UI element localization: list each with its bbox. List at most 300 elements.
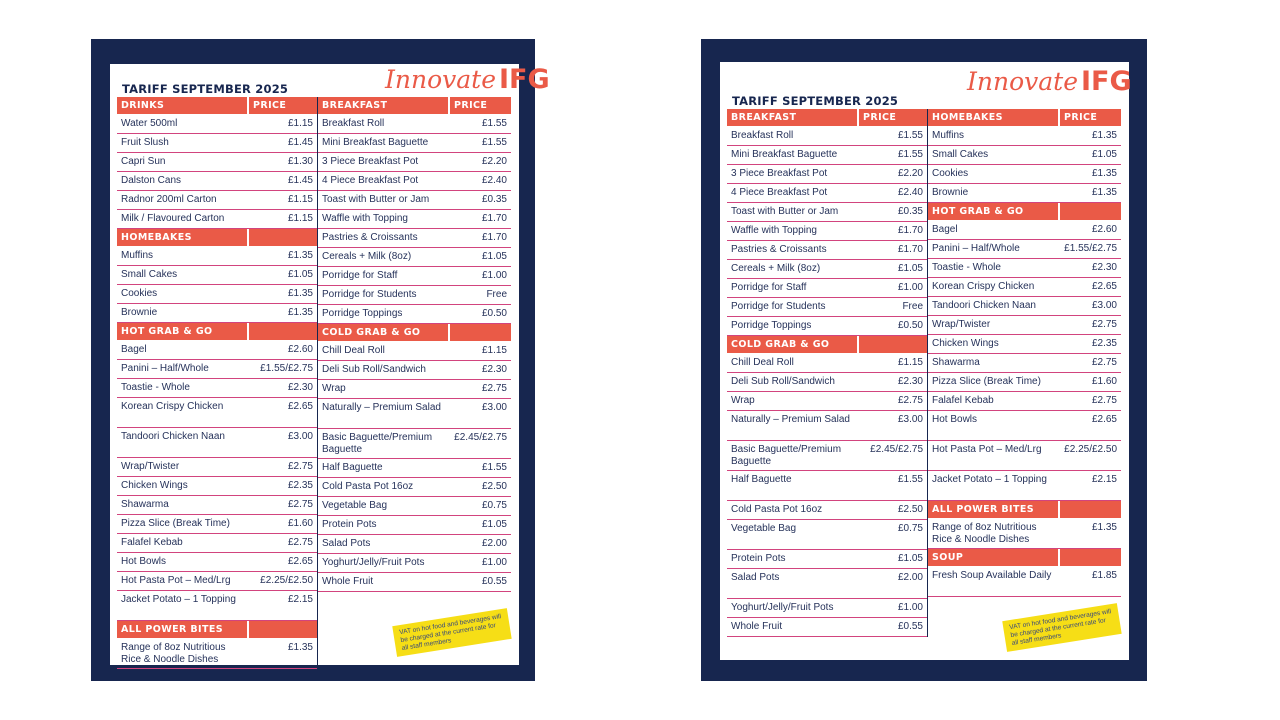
menu-item-row [727,298,927,317]
menu-item-row [117,266,317,285]
menu-item-row [928,127,1121,146]
menu-item-row [117,191,317,210]
menu-item-row [318,172,511,191]
menu-item-row [727,618,927,637]
price-column-label: PRICE [253,100,287,111]
menu-item-name: Breakfast Roll [731,130,794,141]
menu-item-row [727,203,927,222]
menu-item-row [117,341,317,360]
menu-item-name: Salad Pots [731,572,780,583]
menu-item-price: £1.55 [897,149,923,160]
menu-item-row [727,520,927,550]
menu-item-price: £2.30 [897,376,923,387]
menu-item-name: Cookies [932,168,969,179]
menu-item-price: £1.35 [287,307,313,318]
menu-item-row [117,304,317,323]
menu-item-price: £1.70 [481,213,507,224]
sheet-1-logo-script: Innovate [385,65,496,94]
menu-item-price: £1.15 [287,213,313,224]
menu-item-name: Protein Pots [322,519,377,530]
menu-item-row [727,127,927,146]
menu-item-name: Half Baguette [322,462,383,473]
header-divider [247,323,249,340]
menu-item-row [117,360,317,379]
section-header-all-power-bites [928,501,1121,518]
menu-item-row [727,501,927,520]
sheet-2-logo [967,68,1132,95]
menu-item-price: £3.00 [897,414,923,425]
menu-item-name: Pastries & Croissants [731,244,827,255]
menu-item-name: Porridge Toppings [731,320,812,331]
section-header-soup [928,549,1121,566]
menu-item-row [928,373,1121,392]
menu-item-price: £2.25/£2.50 [1064,444,1117,455]
menu-item-price: £1.35 [287,250,313,261]
menu-item-name: Porridge Toppings [322,308,403,319]
menu-item-price: £2.35 [287,480,313,491]
menu-item-name: Yoghurt/Jelly/Fruit Pots [322,557,425,568]
menu-item-row [928,441,1121,471]
section-header-homebakes [117,229,317,246]
menu-item-price: £2.75 [287,499,313,510]
menu-item-price: £0.75 [481,500,507,511]
menu-item-price: £2.65 [287,401,313,412]
menu-item-name: Korean Crispy Chicken [121,401,224,412]
menu-item-name: Water 500ml [121,118,178,129]
menu-item-row [318,191,511,210]
menu-item-name: Milk / Flavoured Carton [121,213,225,224]
menu-item-price: £2.30 [287,382,313,393]
menu-item-price: £1.15 [287,118,313,129]
sheet-2-logo-brand: IFG [1081,66,1132,97]
menu-item-name: Tandoori Chicken Naan [932,300,1036,311]
menu-item-name: Wrap [731,395,755,406]
menu-item-price: £2.75 [287,537,313,548]
menu-item-name: Shawarma [932,357,980,368]
menu-item-name: Fresh Soup Available Daily [932,570,1052,581]
menu-item-price: £1.05 [481,519,507,530]
section-title: ALL POWER BITES [932,504,1034,515]
menu-item-price: £1.05 [1091,149,1117,160]
menu-item-row [727,599,927,618]
section-title: HOMEBAKES [932,112,1003,123]
menu-item-price: £2.15 [287,594,313,605]
section-title: HOMEBAKES [121,232,192,243]
menu-item-name: Chill Deal Roll [731,357,794,368]
menu-item-price: £2.60 [287,344,313,355]
menu-item-row [928,471,1121,501]
menu-item-price: £1.35 [287,288,313,299]
menu-item-price: £2.20 [897,168,923,179]
sheet-1-vat-note: VAT on hot food and beverages will be charged at the current rate for all staff members [392,608,511,657]
menu-item-price: £1.55 [897,474,923,485]
header-divider [1058,549,1060,566]
menu-item-name: Half Baguette [731,474,792,485]
menu-item-row [117,534,317,553]
section-header-breakfast [318,97,511,114]
menu-item-row [727,184,927,203]
section-title: COLD GRAB & GO [731,339,830,350]
menu-item-name: Panini – Half/Whole [121,363,209,374]
section-header-all-power-bites [117,621,317,638]
menu-item-price: £2.65 [287,556,313,567]
menu-item-row [117,515,317,534]
menu-item-price: £1.60 [1091,376,1117,387]
menu-item-price: £2.65 [1091,414,1117,425]
menu-item-row [318,380,511,399]
menu-item-price: £1.70 [481,232,507,243]
menu-item-name: Hot Pasta Pot – Med/Lrg [121,575,231,586]
menu-item-price: £1.00 [897,282,923,293]
menu-item-price: £2.25/£2.50 [260,575,313,586]
menu-item-price: £0.35 [481,194,507,205]
menu-item-row [318,134,511,153]
menu-item-name: Wrap [322,383,346,394]
menu-item-row [318,248,511,267]
menu-item-price: £1.45 [287,137,313,148]
menu-item-price: £1.15 [287,194,313,205]
menu-item-row [727,165,927,184]
menu-item-price: £2.30 [1091,262,1117,273]
menu-item-row [318,342,511,361]
menu-item-name: 3 Piece Breakfast Pot [322,156,419,167]
menu-item-price: £2.75 [1091,395,1117,406]
menu-item-price: £1.85 [1091,570,1117,581]
menu-item-row [117,398,317,428]
sheet-1-logo-brand: IFG [499,64,550,95]
menu-item-name: Hot Bowls [932,414,978,425]
menu-item-price: £1.05 [897,553,923,564]
menu-item-name: 4 Piece Breakfast Pot [731,187,828,198]
menu-item-price: £2.30 [481,364,507,375]
menu-item-name: Bagel [932,224,958,235]
menu-item-row [727,373,927,392]
sheet-2-logo-script: Innovate [967,67,1078,96]
menu-item-row [318,573,511,592]
menu-item-name: Mini Breakfast Baguette [731,149,838,160]
menu-item-name: Panini – Half/Whole [932,243,1020,254]
price-column-label: PRICE [454,100,488,111]
menu-item-row [928,316,1121,335]
menu-item-price: £1.60 [287,518,313,529]
header-divider [1058,109,1060,126]
menu-item-price: £0.75 [897,523,923,534]
header-divider [1058,203,1060,220]
menu-item-row [318,229,511,248]
header-divider [247,229,249,246]
menu-item-price: £2.40 [481,175,507,186]
menu-item-name: Fruit Slush [121,137,169,148]
menu-item-name: Jacket Potato – 1 Topping [932,474,1047,485]
menu-item-row [928,259,1121,278]
menu-item-row [928,519,1121,549]
menu-item-name: Small Cakes [932,149,989,160]
menu-item-name: Radnor 200ml Carton [121,194,217,205]
menu-item-row [727,550,927,569]
menu-item-price: £2.65 [1091,281,1117,292]
menu-item-name: Cookies [121,288,158,299]
header-divider [857,109,859,126]
menu-item-price: £1.30 [287,156,313,167]
section-title: BREAKFAST [322,100,388,111]
menu-item-name: Pizza Slice (Break Time) [121,518,230,529]
header-divider [247,97,249,114]
menu-item-name: Bagel [121,344,147,355]
menu-item-name: Wrap/Twister [121,461,180,472]
menu-item-row [318,361,511,380]
menu-item-price: £0.50 [897,320,923,331]
menu-item-row [318,115,511,134]
section-title: ALL POWER BITES [121,624,223,635]
menu-item-name: 4 Piece Breakfast Pot [322,175,419,186]
menu-item-price: £1.35 [287,642,313,653]
menu-item-name: Deli Sub Roll/Sandwich [731,376,835,387]
menu-item-row [117,247,317,266]
menu-item-row [318,497,511,516]
menu-item-row [117,115,317,134]
menu-item-price: £2.75 [481,383,507,394]
menu-item-price: £1.15 [897,357,923,368]
menu-item-row [117,496,317,515]
menu-item-row [318,478,511,497]
menu-item-name: Pizza Slice (Break Time) [932,376,1041,387]
menu-item-price: £1.05 [897,263,923,274]
menu-item-name: Yoghurt/Jelly/Fruit Pots [731,602,834,613]
menu-item-name: Shawarma [121,499,169,510]
menu-item-name: Pastries & Croissants [322,232,418,243]
menu-item-row [117,285,317,304]
section-title: HOT GRAB & GO [932,206,1024,217]
section-header-homebakes [928,109,1121,126]
menu-item-price: £1.55 [481,137,507,148]
sheet-1-logo [385,66,550,93]
menu-item-price: £0.35 [897,206,923,217]
menu-item-row [727,441,927,471]
section-header-hot-grab-go [117,323,317,340]
menu-item-name: 3 Piece Breakfast Pot [731,168,828,179]
menu-item-name: Small Cakes [121,269,178,280]
menu-item-price: £1.35 [1091,187,1117,198]
menu-item-price: £1.00 [481,270,507,281]
menu-item-row [727,260,927,279]
menu-item-name: Porridge for Staff [322,270,398,281]
menu-item-row [318,399,511,429]
header-divider [448,97,450,114]
menu-item-price: £1.55 [481,118,507,129]
menu-item-price: £2.40 [897,187,923,198]
section-header-breakfast [727,109,927,126]
menu-item-price: £1.55/£2.75 [1064,243,1117,254]
menu-item-price: £2.50 [481,481,507,492]
menu-item-row [117,553,317,572]
menu-item-row [318,554,511,573]
menu-item-name: Wrap/Twister [932,319,991,330]
price-column-label: PRICE [863,112,897,123]
menu-item-row [727,317,927,336]
menu-item-name: Chicken Wings [121,480,188,491]
menu-item-name: Naturally – Premium Salad [731,414,850,425]
menu-item-row [318,210,511,229]
menu-item-name: Tandoori Chicken Naan [121,431,225,442]
menu-item-price: £1.45 [287,175,313,186]
section-title: DRINKS [121,100,165,111]
menu-item-row [928,567,1121,597]
menu-item-name: Naturally – Premium Salad [322,402,441,413]
menu-item-price: £2.50 [897,504,923,515]
menu-item-price: £2.15 [1091,474,1117,485]
menu-item-row [727,279,927,298]
menu-item-name: Range of 8oz Nutritious Rice & Noodle Dishes [932,522,1037,545]
menu-item-row [928,278,1121,297]
header-divider [448,324,450,341]
menu-item-row [928,354,1121,373]
section-header-drinks [117,97,317,114]
menu-item-name: Toast with Butter or Jam [731,206,839,217]
menu-item-row [928,240,1121,259]
menu-item-name: Brownie [121,307,158,318]
menu-item-price: Free [902,301,923,312]
menu-item-name: Toastie - Whole [121,382,190,393]
menu-item-row [117,153,317,172]
menu-item-name: Dalston Cans [121,175,182,186]
menu-item-row [318,429,511,459]
menu-item-row [727,222,927,241]
menu-item-name: Waffle with Topping [322,213,408,224]
menu-item-row [117,210,317,229]
menu-item-name: Whole Fruit [322,576,374,587]
menu-item-name: Cereals + Milk (8oz) [731,263,821,274]
menu-item-row [117,172,317,191]
section-title: COLD GRAB & GO [322,327,421,338]
menu-item-name: Basic Baguette/Premium Baguette [322,432,433,455]
menu-item-row [928,165,1121,184]
menu-item-price: £1.55 [481,462,507,473]
menu-item-row [117,591,317,621]
price-column-label: PRICE [1064,112,1098,123]
header-divider [857,336,859,353]
menu-item-price: £1.15 [481,345,507,356]
menu-item-row [117,458,317,477]
sheet-2-title: TARIFF SEPTEMBER 2025 [732,94,899,108]
menu-item-price: £1.35 [1091,522,1117,533]
menu-item-price: £2.75 [287,461,313,472]
menu-item-name: Porridge for Staff [731,282,807,293]
menu-item-name: Whole Fruit [731,621,783,632]
menu-item-row [117,134,317,153]
menu-item-row [318,516,511,535]
menu-item-row [727,354,927,373]
sheet-1-column-right [318,97,511,592]
menu-item-name: Breakfast Roll [322,118,385,129]
menu-item-price: £1.05 [287,269,313,280]
menu-item-name: Muffins [121,250,154,261]
menu-item-name: Mini Breakfast Baguette [322,137,429,148]
menu-item-name: Cold Pasta Pot 16oz [322,481,414,492]
menu-item-row [727,471,927,501]
section-title: BREAKFAST [731,112,797,123]
menu-item-name: Deli Sub Roll/Sandwich [322,364,426,375]
menu-item-name: Falafel Kebab [932,395,994,406]
menu-item-name: Cold Pasta Pot 16oz [731,504,823,515]
menu-item-name: Brownie [932,187,969,198]
menu-item-name: Salad Pots [322,538,371,549]
menu-item-price: £2.45/£2.75 [454,432,507,443]
sheet-2-vat-note: VAT on hot food and beverages will be charged at the current rate for all staff members [1002,603,1121,652]
menu-item-row [928,392,1121,411]
section-header-cold-grab-go [727,336,927,353]
menu-item-row [318,459,511,478]
menu-item-price: £2.00 [481,538,507,549]
menu-item-row [727,411,927,441]
menu-item-name: Hot Bowls [121,556,167,567]
menu-item-price: £1.05 [481,251,507,262]
menu-item-price: £0.55 [481,576,507,587]
menu-item-name: Waffle with Topping [731,225,817,236]
section-header-hot-grab-go [928,203,1121,220]
menu-item-name: Basic Baguette/Premium Baguette [731,444,842,467]
menu-item-price: £2.75 [897,395,923,406]
sheet-2-column-left [727,109,928,637]
menu-item-row [117,639,317,669]
menu-item-row [318,535,511,554]
sheet-2-column-right [928,109,1121,597]
section-header-cold-grab-go [318,324,511,341]
menu-item-row [928,146,1121,165]
menu-item-name: Jacket Potato – 1 Topping [121,594,236,605]
menu-item-name: Chicken Wings [932,338,999,349]
menu-item-name: Vegetable Bag [322,500,388,511]
menu-item-name: Toast with Butter or Jam [322,194,430,205]
menu-item-row [928,335,1121,354]
menu-item-row [928,221,1121,240]
menu-item-row [318,267,511,286]
menu-item-name: Muffins [932,130,965,141]
menu-item-name: Toastie - Whole [932,262,1001,273]
menu-item-row [928,184,1121,203]
menu-item-name: Falafel Kebab [121,537,183,548]
menu-item-name: Porridge for Students [322,289,417,300]
menu-item-price: £2.75 [1091,319,1117,330]
sheet-1-column-left [117,97,318,669]
section-title: SOUP [932,552,964,563]
menu-item-row [727,241,927,260]
menu-item-price: £1.00 [481,557,507,568]
menu-item-name: Range of 8oz Nutritious Rice & Noodle Dishes [121,642,226,665]
header-divider [247,621,249,638]
menu-item-price: £3.00 [287,431,313,442]
menu-item-price: £1.35 [1091,168,1117,179]
menu-item-price: £2.20 [481,156,507,167]
menu-item-price: £3.00 [1091,300,1117,311]
menu-item-row [318,286,511,305]
menu-item-name: Chill Deal Roll [322,345,385,356]
menu-item-price: £3.00 [481,402,507,413]
menu-item-price: £2.60 [1091,224,1117,235]
menu-item-row [117,379,317,398]
menu-item-price: £0.50 [481,308,507,319]
menu-item-price: Free [486,289,507,300]
header-divider [1058,501,1060,518]
menu-item-row [318,153,511,172]
menu-item-price: £1.35 [1091,130,1117,141]
menu-item-price: £2.00 [897,572,923,583]
menu-item-name: Protein Pots [731,553,786,564]
section-title: HOT GRAB & GO [121,326,213,337]
menu-item-name: Capri Sun [121,156,166,167]
menu-item-price: £1.55 [897,130,923,141]
menu-item-price: £1.70 [897,225,923,236]
menu-item-price: £0.55 [897,621,923,632]
